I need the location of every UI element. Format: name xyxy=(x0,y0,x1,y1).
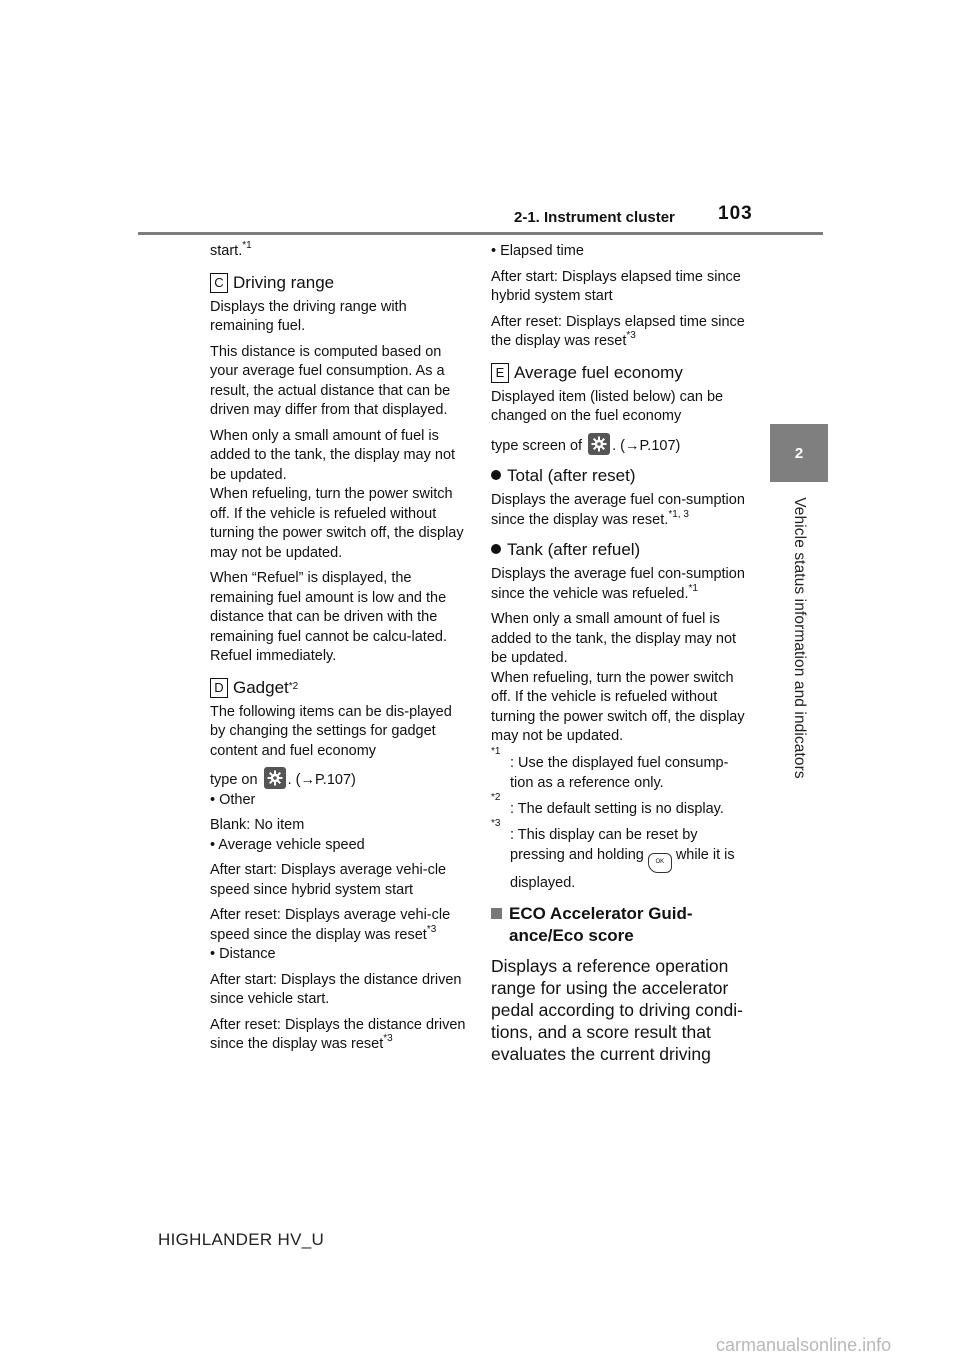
gear-icon xyxy=(264,767,286,789)
watermark: carmanualsonline.info xyxy=(716,1335,892,1355)
elapsed-start: After start: Displays elapsed time since hybrid system start xyxy=(491,268,741,304)
header-divider xyxy=(138,232,823,235)
page-number: 103 xyxy=(718,203,753,224)
tank-note-1: When only a small amount of fuel is added to the tank, the display may not be updated. xyxy=(491,611,737,666)
driving-range-note-2: When only a small amount of fuel is added to the tank, the display may not be updated. xyxy=(210,427,456,483)
square-bullet-icon xyxy=(491,908,502,919)
eco-heading: ECO Accelerator Guid-ance/Eco score xyxy=(491,903,747,947)
avg-fuel-heading: E Average fuel economy xyxy=(491,362,747,384)
driving-range-note-3: When refueling, turn the power switch off. If the vehicle is refueled without turning the power switch off, the display may not be updated. xyxy=(210,486,464,561)
footnote-2: $^{*2}$ : The default setting is no display. xyxy=(491,791,724,817)
continued-text: start.$^{*1}$ xyxy=(210,240,252,259)
footnote-1: $^{*1}$ : Use the displayed fuel consump-tion as a reference only. xyxy=(491,745,729,791)
badge-c: C xyxy=(210,273,228,293)
gadget-blank: Blank: No item xyxy=(210,817,305,833)
gear-icon xyxy=(588,433,610,455)
avg-fuel-desc-ref: type screen of . (→P.107) xyxy=(491,433,747,457)
driving-range-note-4: When “Refuel” is displayed, the remaining fuel amount is low and the distance that can be driven with the remaining fuel cannot be calcu-lated. xyxy=(210,570,447,645)
model-footer: HIGHLANDER HV_U xyxy=(158,1230,325,1249)
chapter-number: 2 xyxy=(794,444,804,462)
driving-range-desc: Displays the driving range with remaining fuel. xyxy=(210,298,407,334)
section-title: 2-1. Instrument cluster xyxy=(514,209,675,226)
badge-e: E xyxy=(491,363,509,383)
bullet-icon xyxy=(491,470,501,480)
driving-range-heading: C Driving range xyxy=(210,272,466,294)
avg-speed-start: After start: Displays average vehi-cle speed since hybrid system start xyxy=(210,862,447,898)
gadget-desc: The following items can be dis-played by changing the settings for gadget content and fuel economy xyxy=(210,703,452,759)
tank-heading: Tank (after refuel) xyxy=(491,539,747,561)
gadget-item-other: • Other xyxy=(210,791,256,808)
total-heading: Total (after reset) xyxy=(491,465,747,487)
left-column xyxy=(210,242,466,1055)
bullet-icon xyxy=(491,544,501,554)
avg-speed-reset: After reset: Displays average vehi-cle speed since the display was reset$^{*3}$ xyxy=(210,907,451,943)
driving-range-note-1: This distance is computed based on your average fuel consumption. As a result, the actual distance that can be driven may differ from that displayed. xyxy=(210,343,451,418)
chapter-tab xyxy=(770,424,828,482)
elapsed-reset: After reset: Displays elapsed time since the display was reset$^{*3}$ xyxy=(491,313,745,349)
ok-button-icon: OK xyxy=(648,853,672,873)
tank-note-2: When refueling, turn the power switch off. If the vehicle is refueled without turning the power switch off, the display may not be updated. xyxy=(491,669,745,744)
tank-desc: Displays the average fuel con-sumption since the vehicle was refueled.$^{*1}$ xyxy=(491,566,745,602)
distance-reset: After reset: Displays the distance driven since the display was reset$^{*3}$ xyxy=(210,1016,466,1052)
footnote-3: $^{*3}$ : This display can be reset by pressing and holding OK while it is displayed. xyxy=(491,817,735,891)
total-desc: Displays the average fuel con-sumption since the display was reset.$^{*1, 3}$ xyxy=(491,492,745,528)
badge-d: D xyxy=(210,678,228,698)
gadget-desc-ref: type on . (→P.107) xyxy=(210,767,466,791)
driving-range-note-5: Refuel immediately. xyxy=(210,648,337,664)
gadget-heading: D Gadget $^{*2}$ xyxy=(210,677,466,699)
gadget-item-distance: • Distance xyxy=(210,946,276,962)
chapter-side-label: Vehicle status information and indicators xyxy=(791,497,808,779)
distance-start: After start: Displays the distance driven since vehicle start. xyxy=(210,971,462,1007)
avg-fuel-desc: Displayed item (listed below) can be changed on the fuel economy xyxy=(491,388,724,424)
gadget-item-elapsed: • Elapsed time xyxy=(491,243,584,259)
gadget-item-avg-speed: • Average vehicle speed xyxy=(210,836,365,853)
right-column xyxy=(491,242,747,1065)
eco-desc: Displays a reference operation range for using the accelerator pedal according to driving condi-tions, and a score result that evaluates the current driving xyxy=(491,955,743,1064)
